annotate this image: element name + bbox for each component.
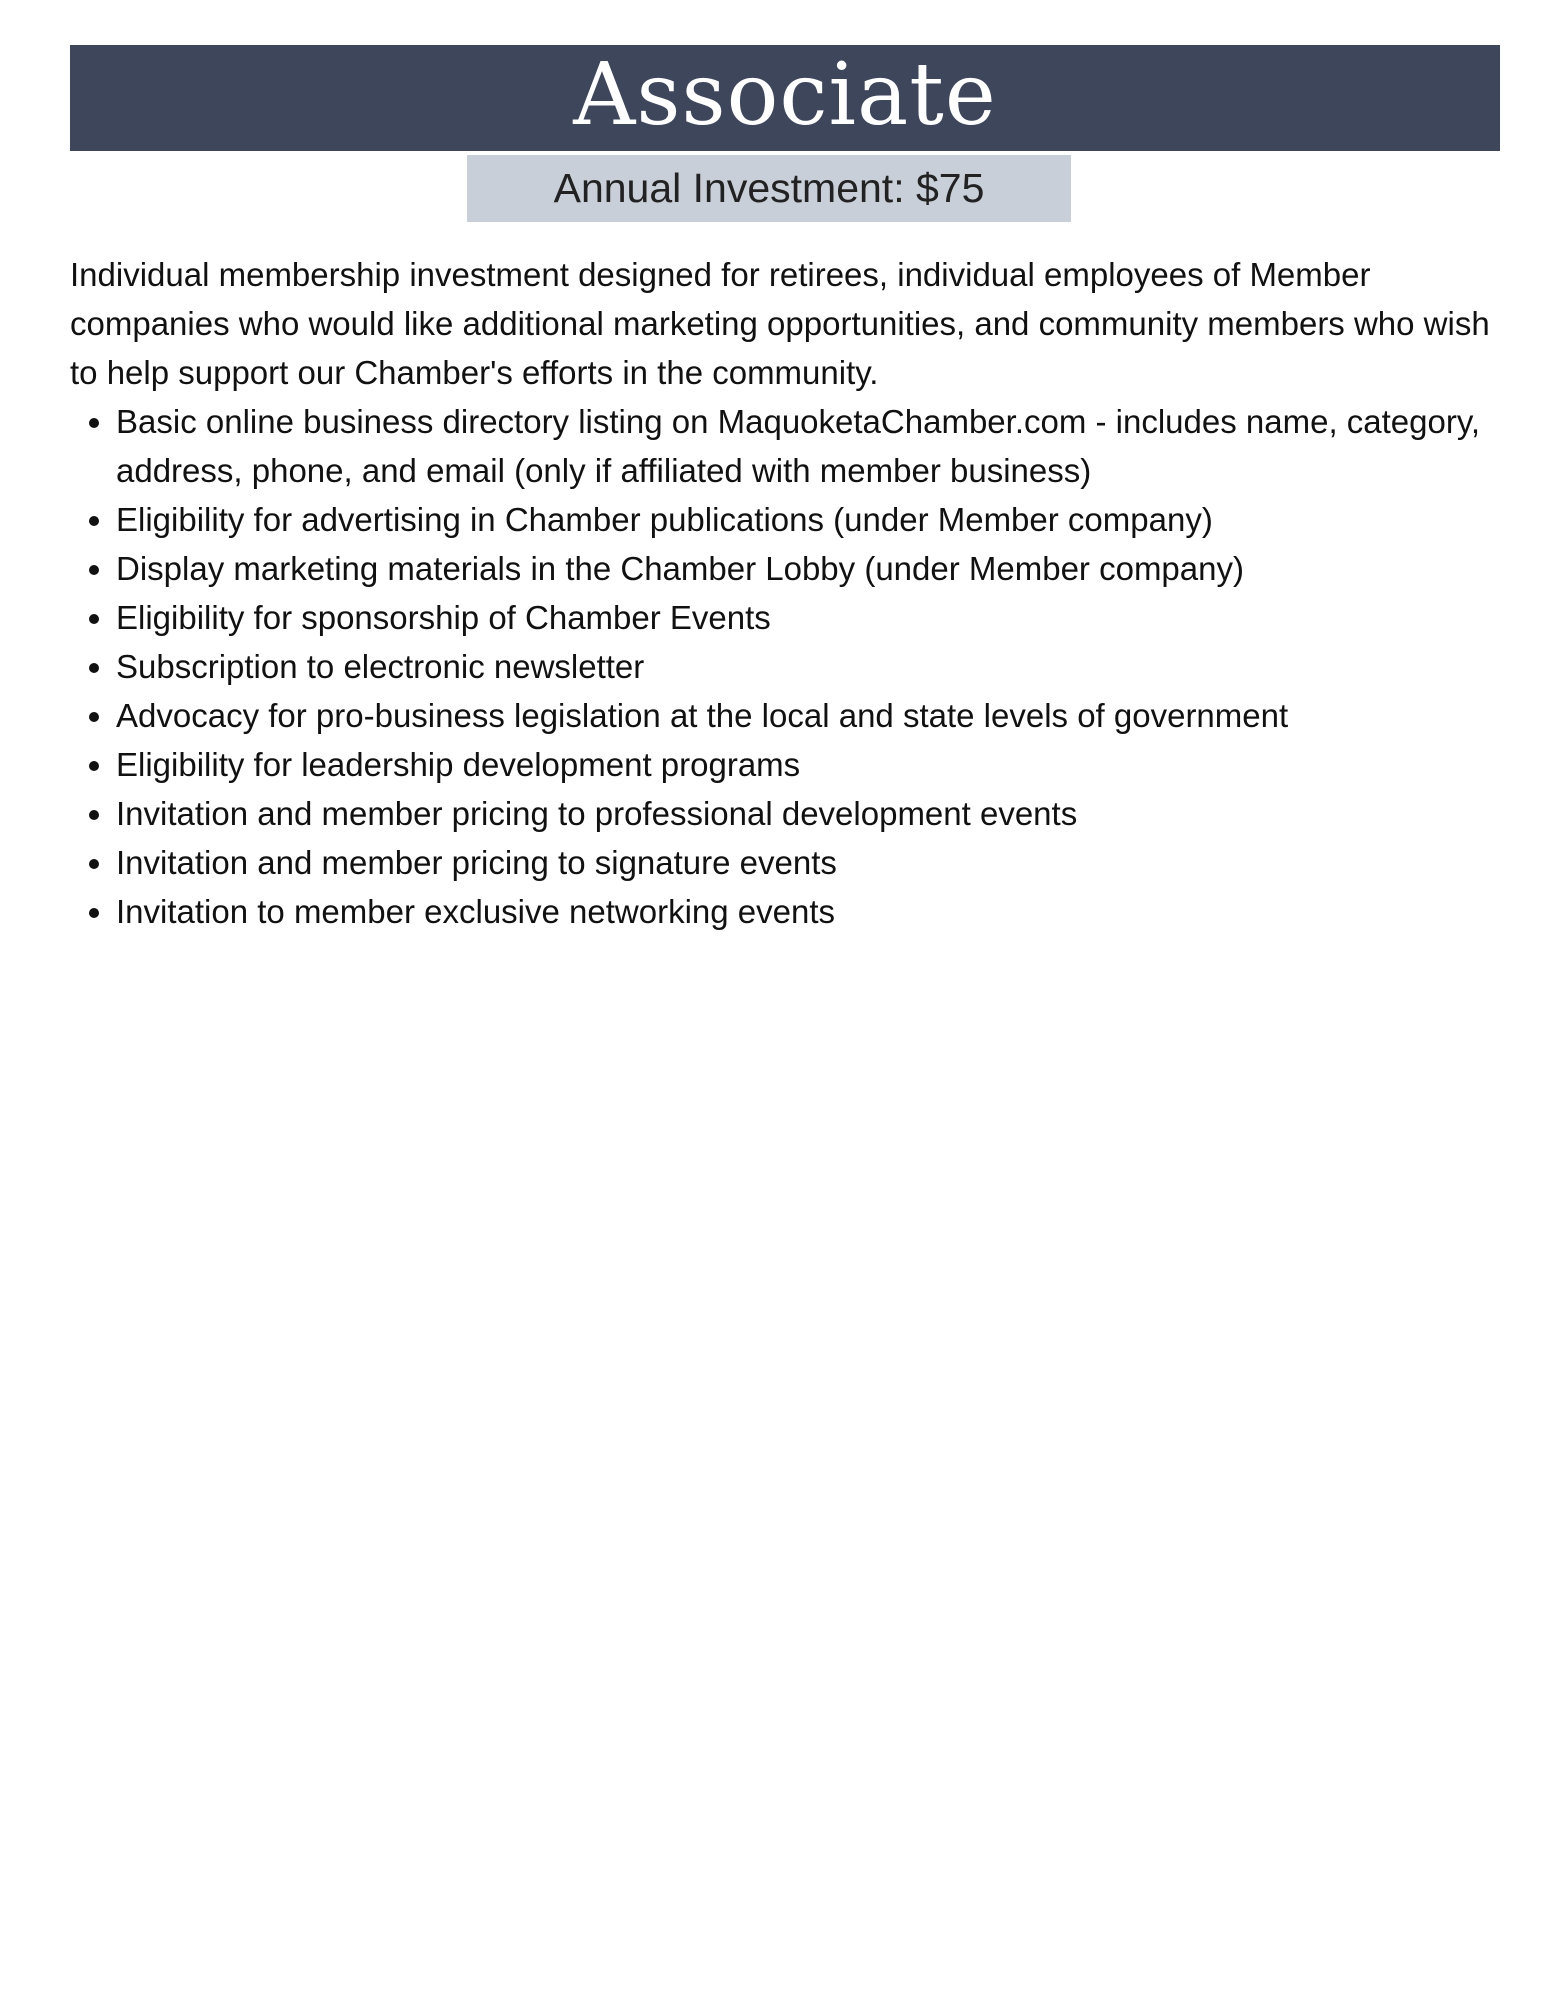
- intro-paragraph: Individual membership investment designed for retirees, individual employees of Member companies who would like additional marketing opportunities, and community members who wish to help support our Chamber's efforts in the community.: [70, 256, 1490, 391]
- benefit-item: • Eligibility for advertising in Chamber publications (under Member company): [116, 495, 1510, 544]
- benefit-item: • Eligibility for leadership development programs: [116, 740, 1510, 789]
- page-title: Associate: [573, 45, 997, 145]
- benefit-item: • Display marketing materials in the Chamber Lobby (under Member company): [116, 544, 1510, 593]
- benefit-item: • Subscription to electronic newsletter: [116, 642, 1510, 691]
- benefit-item: • Invitation to member exclusive networking events: [116, 887, 1510, 936]
- title-banner: [70, 45, 1500, 151]
- benefits-list: [70, 397, 1510, 936]
- benefit-item: • Basic online business directory listing on MaquoketaChamber.com - includes name, category, address, phone, and email (only if affiliated with member business): [116, 397, 1510, 495]
- benefit-item: • Invitation and member pricing to signature events: [116, 838, 1510, 887]
- benefit-item: • Eligibility for sponsorship of Chamber Events: [116, 593, 1510, 642]
- annual-investment-label: Annual Investment: $75: [553, 165, 985, 211]
- benefit-item: • Invitation and member pricing to professional development events: [116, 789, 1510, 838]
- benefit-item: • Advocacy for pro-business legislation at the local and state levels of government: [116, 691, 1510, 740]
- price-banner: [467, 155, 1071, 222]
- membership-description: [70, 250, 1510, 936]
